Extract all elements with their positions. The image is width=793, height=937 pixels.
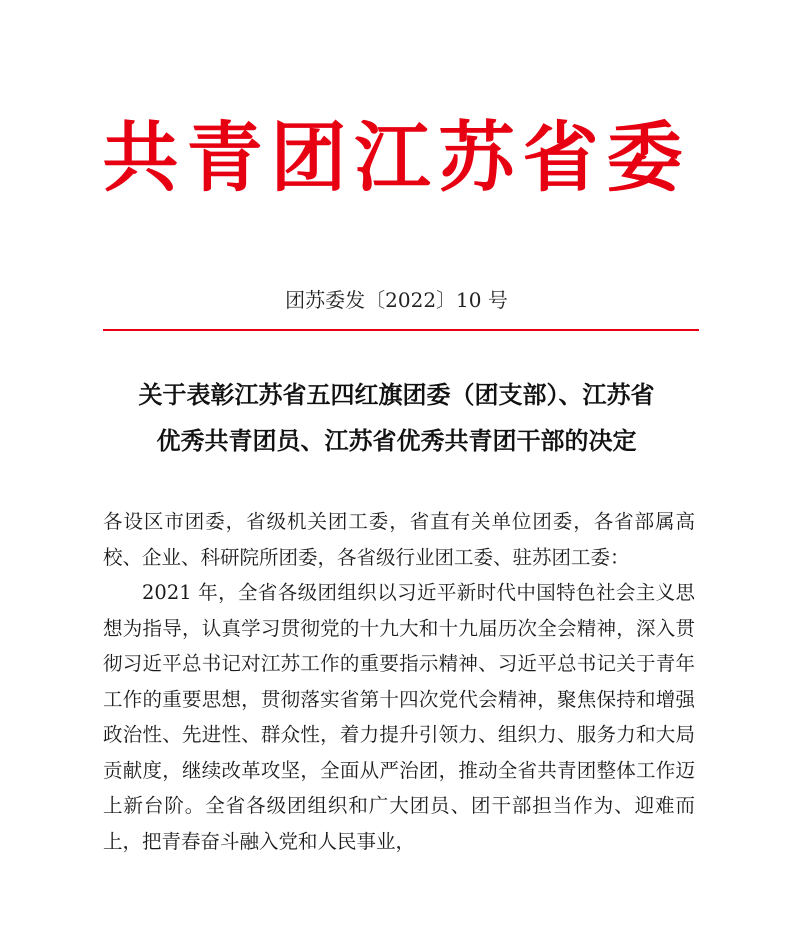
document-number: 团苏委发〔2022〕10 号 [285,288,508,312]
document-body [103,504,695,859]
document-title [0,372,793,464]
org-masthead: 共青团江苏省委 [102,113,691,202]
body-paragraph-1: 2021 年，全省各级团组织以习近平新时代中国特色社会主义思想为指导，认真学习贯彻党的十九大和十九届历次全会精神，深入贯彻习近平总书记对江苏工作的重要指示精神、习近平总书记关于青年工作的重要思想，贯彻落实省第十四次党代会精神，聚焦保持和增强政治性、先进性、群众性，着力提升引领力、组织力、服务力和大局贡献度，继续改革攻坚，全面从严治团，推动全省共青团整体工作迈上新台阶。全省各级团组织和广大团员、团干部担当作为、迎难而上，把青春奋斗融入党和人民事业， [103,581,695,853]
title-line-1: 关于表彰江苏省五四红旗团委（团支部）、江苏省 [138,380,655,409]
red-divider-line [103,329,699,331]
title-line-2: 优秀共青团员、江苏省优秀共青团干部的决定 [156,426,637,455]
addressee-paragraph: 各设区市团委，省级机关团工委，省直有关单位团委，各省部属高校、企业、科研院所团委，各省级行业团工委、驻苏团工委： [103,510,695,569]
